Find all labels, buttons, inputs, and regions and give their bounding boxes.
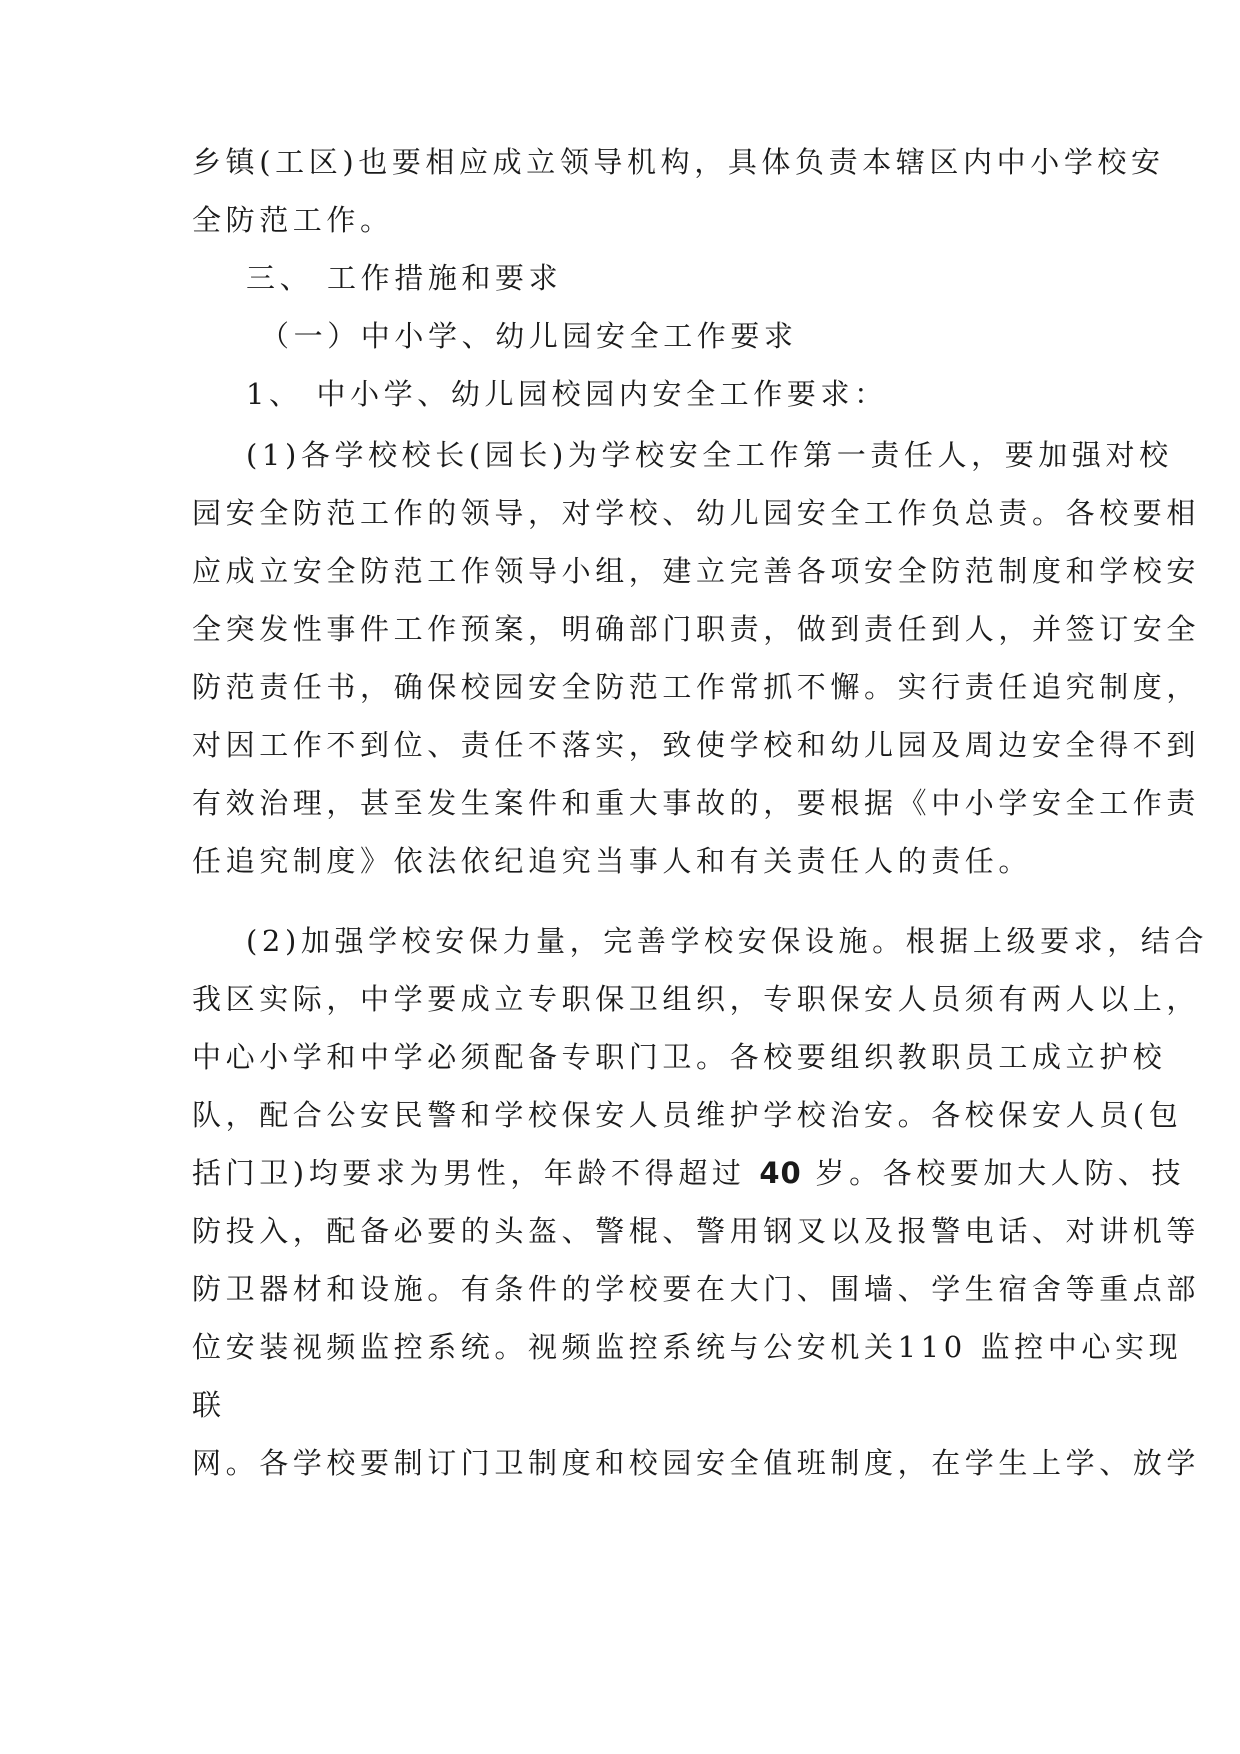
para2-line-10: 网。各学校要制订门卫制度和校园安全值班制度，在学生上学、放学 bbox=[192, 1446, 1201, 1480]
para1-line-5: 防范责任书，确保校园安全防范工作常抓不懈。实行责任追究制度， bbox=[192, 670, 1201, 704]
intro-line-2: 全防范工作。 bbox=[192, 203, 394, 237]
para1-line-4: 全突发性事件工作预案，明确部门职责，做到责任到人，并签订安全 bbox=[192, 612, 1201, 646]
para2-line-9: 联 bbox=[192, 1388, 226, 1422]
para1-line-3: 应成立安全防范工作领导小组，建立完善各项安全防范制度和学校安 bbox=[192, 554, 1201, 588]
para2-line-3: 中心小学和中学必须配备专职门卫。各校要组织教职员工成立护校 bbox=[192, 1040, 1167, 1074]
age-limit-number: 40 bbox=[759, 1156, 802, 1190]
item-heading: 1、 中小学、幼儿园校园内安全工作要求： bbox=[246, 377, 888, 411]
para2-line-6: 防投入，配备必要的头盔、警棍、警用钢叉以及报警电话、对讲机等 bbox=[192, 1214, 1201, 1248]
para1-line-8: 任追究制度》依法依纪追究当事人和有关责任人的责任。 bbox=[192, 844, 1033, 878]
para1-line-7: 有效治理，甚至发生案件和重大事故的，要根据《中小学安全工作责 bbox=[192, 786, 1201, 820]
subsection-heading: （一）中小学、幼儿园安全工作要求 bbox=[260, 319, 798, 353]
para1-line-6: 对因工作不到位、责任不落实，致使学校和幼儿园及周边安全得不到 bbox=[192, 728, 1201, 762]
para1-line-2: 园安全防范工作的领导，对学校、幼儿园安全工作负总责。各校要相 bbox=[192, 496, 1201, 530]
para2-line-4: 队，配合公安民警和学校保安人员维护学校治安。各校保安人员(包 bbox=[192, 1098, 1183, 1132]
age-text-after: 岁。各校要加大人防、技 bbox=[815, 1156, 1186, 1190]
para2-line-5 bbox=[192, 1153, 1185, 1193]
para2-line-2: 我区实际，中学要成立专职保卫组织，专职保安人员须有两人以上， bbox=[192, 982, 1201, 1016]
age-text-before: 括门卫)均要求为男性，年龄不得超过 bbox=[192, 1156, 746, 1190]
para2-line-1: (2)加强学校安保力量，完善学校安保设施。根据上级要求，结合 bbox=[246, 924, 1209, 958]
para2-line-8: 位安装视频监控系统。视频监控系统与公安机关110 监控中心实现 bbox=[192, 1330, 1183, 1364]
para1-line-1: (1)各学校校长(园长)为学校安全工作第一责任人，要加强对校 bbox=[246, 438, 1173, 472]
para2-line-7: 防卫器材和设施。有条件的学校要在大门、围墙、学生宿舍等重点部 bbox=[192, 1272, 1201, 1306]
intro-line-1: 乡镇(工区)也要相应成立领导机构，具体负责本辖区内中小学校安 bbox=[192, 145, 1165, 179]
section-heading: 三、 工作措施和要求 bbox=[246, 261, 563, 295]
